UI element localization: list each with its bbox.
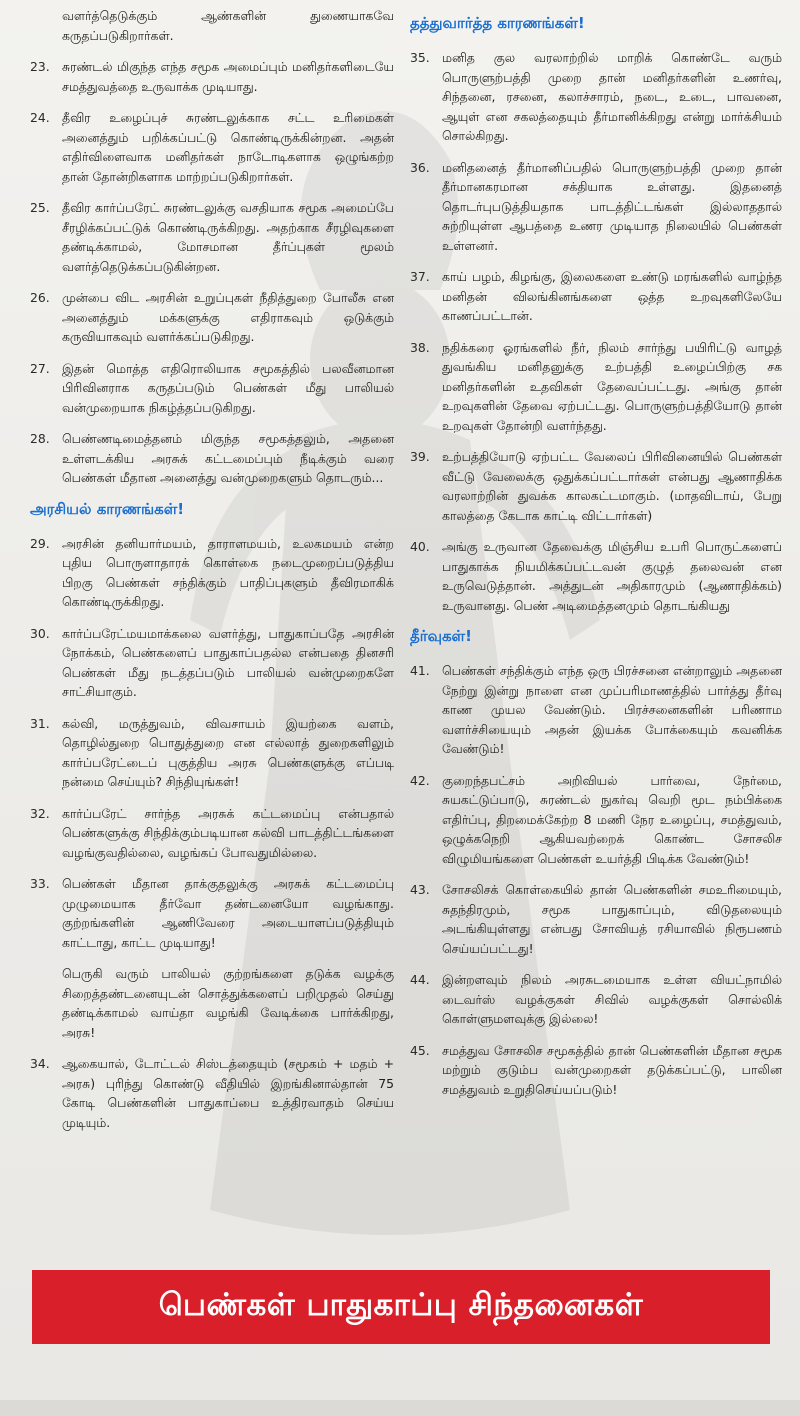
item-number: 30. bbox=[30, 625, 50, 641]
list-item bbox=[410, 1041, 782, 1100]
list-item bbox=[410, 158, 782, 256]
list-item bbox=[410, 880, 782, 958]
item-text: ஆகையால், டோட்டல் சிஸ்டத்தையும் (சமூகம் + மதம் + அரசு) புரிந்து கொண்டு வீதியில் இறங்கினால்தான் 75 கோடி பெண்களின் பாதுகாப்பை உத்திரவாதம் செய்ய முடியும். bbox=[62, 1056, 394, 1130]
list-item bbox=[410, 771, 782, 869]
item-number: 33. bbox=[30, 876, 50, 891]
list-item bbox=[30, 429, 394, 488]
item-number: 34. bbox=[30, 1056, 50, 1071]
item-text: அங்கு உருவான தேவைக்கு மிஞ்சிய உபரி பொருட்களைப் பாதுகாக்க நியமிக்கப்பட்டவன் குழுத் தலைவன் என உருவெடுத்தான். அத்துடன் அதிகாரமும் (ஆணாதிக்கம்) உருவானது. பெண் அடிமைத்தனமும் தொடங்கியது bbox=[442, 539, 782, 613]
list-item bbox=[30, 288, 394, 347]
item-text: சுரண்டல் மிகுந்த எந்த சமூக அமைப்பும் மனிதர்களிடையே சமத்துவத்தை உருவாக்க முடியாது. bbox=[62, 59, 394, 94]
list-item bbox=[410, 970, 782, 1029]
item-number: 31. bbox=[30, 715, 50, 731]
list-item bbox=[410, 267, 782, 326]
right-column bbox=[410, 6, 782, 1111]
list-item bbox=[30, 714, 394, 792]
list-item bbox=[30, 1054, 394, 1132]
item-text: இன்றளவும் நிலம் அரசுடமையாக உள்ள வியட்நாமில் டைவர்ஸ் வழக்குகள் சிவில் வழக்குகள் சொல்லிக் கொள்ளுமளவுக்கு இல்லை! bbox=[442, 972, 782, 1026]
item-text: பெண்ணடிமைத்தனம் மிகுந்த சமூகத்தலும், அதனை உள்ளடக்கிய அரசுக் கட்டமைப்பும் நீடிக்கும் வரை பெண்கள் மீதான அனைத்து வன்முறைகளும் தொடரும்... bbox=[62, 431, 394, 485]
section-heading-solutions: தீர்வுகள்! bbox=[410, 627, 472, 645]
item-number: 37. bbox=[410, 269, 430, 284]
list-item bbox=[30, 804, 394, 863]
left-column bbox=[30, 6, 394, 1144]
list-item bbox=[410, 48, 782, 146]
item-text: மனிதனைத் தீர்மானிப்பதில் பொருளுற்பத்தி முறை தான் தீர்மானகரமான சக்தியாக உள்ளது. இதனைத் தொடர்புபடுத்தியதாக பாடத்திட்டங்கள் இல்லாததால் சுற்றியுள்ள ஆபத்தை உணர முடியாத நிலையில் பெண்கள் உள்ளனர். bbox=[442, 159, 782, 253]
item-number: 42. bbox=[410, 772, 430, 788]
list-item bbox=[410, 661, 782, 759]
list-item bbox=[30, 874, 394, 952]
item-number: 35. bbox=[410, 50, 430, 65]
banner-title: பெண்கள் பாதுகாப்பு சிந்தனைகள் bbox=[158, 1287, 644, 1323]
item-text: முன்பை விட அரசின் உறுப்புகள் நீதித்துறை போலீசு என அனைத்தும் மக்களுக்கு எதிராகவும் ஒடுக்கும் கருவியாகவும் வளர்க்கப்படுகிறது. bbox=[62, 290, 394, 344]
item-number: 24. bbox=[30, 110, 50, 125]
item-text: உற்பத்தியோடு ஏற்பட்ட வேலைப் பிரிவினையில் பெண்கள் வீட்டு வேலைக்கு ஒதுக்கப்பட்டார்கள் என்பது ஆணாதிக்க வரலாற்றின் துவக்க காலகட்டமாகும். (மாதவிடாய், பேறு காலத்தை கேடாக காட்டி விட்டார்கள்) bbox=[442, 449, 782, 523]
item-number: 25. bbox=[30, 200, 50, 215]
list-item bbox=[30, 198, 394, 276]
item-text: இதன் மொத்த எதிரொலியாக சமூகத்தில் பலவீனமான பிரிவினராக கருதப்படும் பெண்கள் மீது பாலியல் வன்முறையாக நிகழ்த்தப்படுகிறது. bbox=[62, 360, 394, 415]
item-number: 39. bbox=[410, 449, 430, 464]
item-number: 43. bbox=[410, 882, 430, 897]
item-number: 23. bbox=[30, 59, 50, 74]
item-text: கார்ப்பரேட் சார்ந்த அரசுக் கட்டமைப்பு என்பதால் பெண்களுக்கு சிந்திக்கும்படியான கல்வி பாடத்திட்டங்களை வழங்குவதில்லை, வழங்கப் போவதுமில்லை. bbox=[62, 805, 394, 860]
item-text: சோசலிசக் கொள்கையில் தான் பெண்களின் சமஉரிமையும், சுதந்திரமும், சமூக பாதுகாப்பும், விடுதலையும் அடங்கியுள்ளது என்பது சோவியத் ரசியாவில் நிரூபணம் செய்யப்பட்டது! bbox=[442, 882, 782, 956]
list-item bbox=[30, 534, 394, 612]
list-item bbox=[30, 624, 394, 702]
title-banner bbox=[32, 1270, 770, 1344]
item-text: காய் பழம், கிழங்கு, இலைகளை உண்டு மரங்களில் வாழ்ந்த மனிதன் விலங்கினங்களை ஒத்த உறவுகளிலேயே காணப்பட்டான். bbox=[442, 269, 782, 323]
item-continuation: பெருகி வரும் பாலியல் குற்றங்களை தடுக்க வழக்கு சிறைத்தண்டனையுடன் சொத்துக்களைப் பறிமுதல் செய்து தண்டிக்காமல் வாய்தா வழங்கி வேடிக்கை பார்க்கிறது, அரசு! bbox=[62, 966, 394, 1040]
item-text: கார்ப்பரேட்மயமாக்கலை வளர்த்து, பாதுகாப்பதே அரசின் நோக்கம், பெண்களைப் பாதுகாப்பதல்ல என்பதை தினசரி பெண்கள் மீது நடத்தப்படும் பாலியல் வன்முறைகளே சாட்சியாகும். bbox=[62, 625, 394, 699]
item-number: 28. bbox=[30, 431, 50, 446]
item-text: தீவிர கார்ப்பரேட் சுரண்டலுக்கு வசதியாக சமூக அமைப்பே சீரழிக்கப்பட்டுக் கொண்டிருக்கிறது. அதற்காக சீரழிவுகளை தண்டிக்காமல், மோசமான தீர்ப்புகள் மூலம் வளர்த்தெடுக்கப்படுகின்றன. bbox=[62, 200, 394, 274]
item-text: நதிக்கரை ஓரங்களில் நீர், நிலம் சார்ந்து பயிரிட்டு வாழத் துவங்கிய மனிதனுக்கு உற்பத்தி உழைப்பிற்கு சக மனிதர்களின் உதவிகள் தேவைப்பட்டது. அங்கு தான் உறவுகளின் தேவை ஏற்பட்டது. பொருளுற்பத்தியோடு தான் உறவுகள் தோன்றி வளர்ந்தது. bbox=[442, 339, 782, 433]
item-number: 44. bbox=[410, 972, 430, 987]
item-number: 45. bbox=[410, 1042, 430, 1058]
item-number: 27. bbox=[30, 360, 50, 376]
item-text: அரசின் தனியார்மயம், தாராளமயம், உலகமயம் என்ற புதிய பொருளாதாரக் கொள்கை நடைமுறைப்படுத்திய பிறகு பெண்கள் சந்திக்கும் பாதிப்புகளும் தீவிரமாகிக் கொண்டிருக்கிறது. bbox=[62, 535, 394, 609]
item-text: தீவிர உழைப்புச் சுரண்டலுக்காக சட்ட உரிமைகள் அனைத்தும் பறிக்கப்பட்டு கொண்டிருக்கின்றன. அதன் எதிர்விளைவாக மனிதர்கள் நாடோடிகளாக ஒழுங்கற்ற தான் தோன்றிகளாக மாற்றப்படுகிறார்கள். bbox=[62, 110, 394, 184]
bottom-strip bbox=[0, 1400, 800, 1416]
intro-paragraph: வளர்த்தெடுக்கும் ஆண்களின் துணையாகவே கருதப்படுகிறார்கள். bbox=[62, 8, 394, 43]
item-text: மனித குல வரலாற்றில் மாறிக் கொண்டே வரும் பொருளுற்பத்தி முறை தான் மனிதர்களின் உணர்வு, சிந்தனை, ரசனை, கலாச்சாரம், நடை, உடை, பாவனை, ஆயுள் என சகலத்தையும் தீர்மானிக்கிறது என்று மார்க்சியம் சொல்கிறது. bbox=[442, 50, 782, 143]
list-item bbox=[30, 57, 394, 96]
list-item bbox=[30, 359, 394, 418]
item-number: 41. bbox=[410, 663, 430, 678]
item-number: 29. bbox=[30, 535, 50, 551]
item-number: 40. bbox=[410, 539, 430, 554]
item-text: பெண்கள் சந்திக்கும் எந்த ஒரு பிரச்சனை என்றாலும் அதனை நேற்று இன்று நாளை என முப்பரிமாணத்தில் பார்த்து தீர்வு காண முயல வேண்டும். பிரச்சனைகளின் பரிணாம வளர்ச்சியையும் அதன் இயக்க போக்கையும் கவனிக்க வேண்டும்! bbox=[442, 663, 782, 756]
item-text: கல்வி, மருத்துவம், விவசாயம் இயற்கை வளம், தொழில்துறை பொதுத்துறை என எல்லாத் துறைகளிலும் கார்ப்பரேட்டைப் புகுத்திய அரசு பெண்களுக்கு எப்படி நன்மை செய்யும்? சிந்தியுங்கள்! bbox=[62, 715, 394, 789]
item-number: 32. bbox=[30, 805, 50, 821]
section-heading-political: அரசியல் காரணங்கள்! bbox=[30, 499, 185, 518]
item-text: சமத்துவ சோசலிச சமூகத்தில் தான் பெண்களின் மீதான சமூக மற்றும் குடும்ப வன்முறைகள் தடுக்கப்பட்டு, பாலின சமத்துவம் உறுதிசெய்யப்படும்! bbox=[442, 1042, 782, 1097]
list-item bbox=[410, 338, 782, 436]
item-text: குறைந்தபட்சம் அறிவியல் பார்வை, நேர்மை, சுயகட்டுப்பாடு, சுரண்டல் நுகர்வு வெறி மூட நம்பிக்கை எதிர்ப்பு, திறமைக்கேற்ற 8 மணி நேர உழைப்பு, சமத்துவம், ஒழுக்கநெறி ஆகியவற்றைக் கொண்ட சோசலிச விழுமியங்களை பெண்கள் உயர்த்தி பிடிக்க வேண்டும்! bbox=[442, 772, 782, 866]
item-number: 38. bbox=[410, 339, 430, 355]
list-item bbox=[410, 537, 782, 615]
section-heading-philosophical: தத்துவார்த்த காரணங்கள்! bbox=[410, 14, 585, 32]
list-item bbox=[410, 447, 782, 525]
item-text: பெண்கள் மீதான தாக்குதலுக்கு அரசுக் கட்டமைப்பு முழுமையாக தீர்வோ தண்டனையோ வழங்காது. குற்றங்களின் ஆணிவேரை அடையாளப்படுத்தியும் காட்டாது, காட்ட முடியாது! bbox=[62, 876, 394, 950]
item-number: 26. bbox=[30, 290, 50, 305]
item-number: 36. bbox=[410, 159, 430, 175]
list-item bbox=[30, 108, 394, 186]
